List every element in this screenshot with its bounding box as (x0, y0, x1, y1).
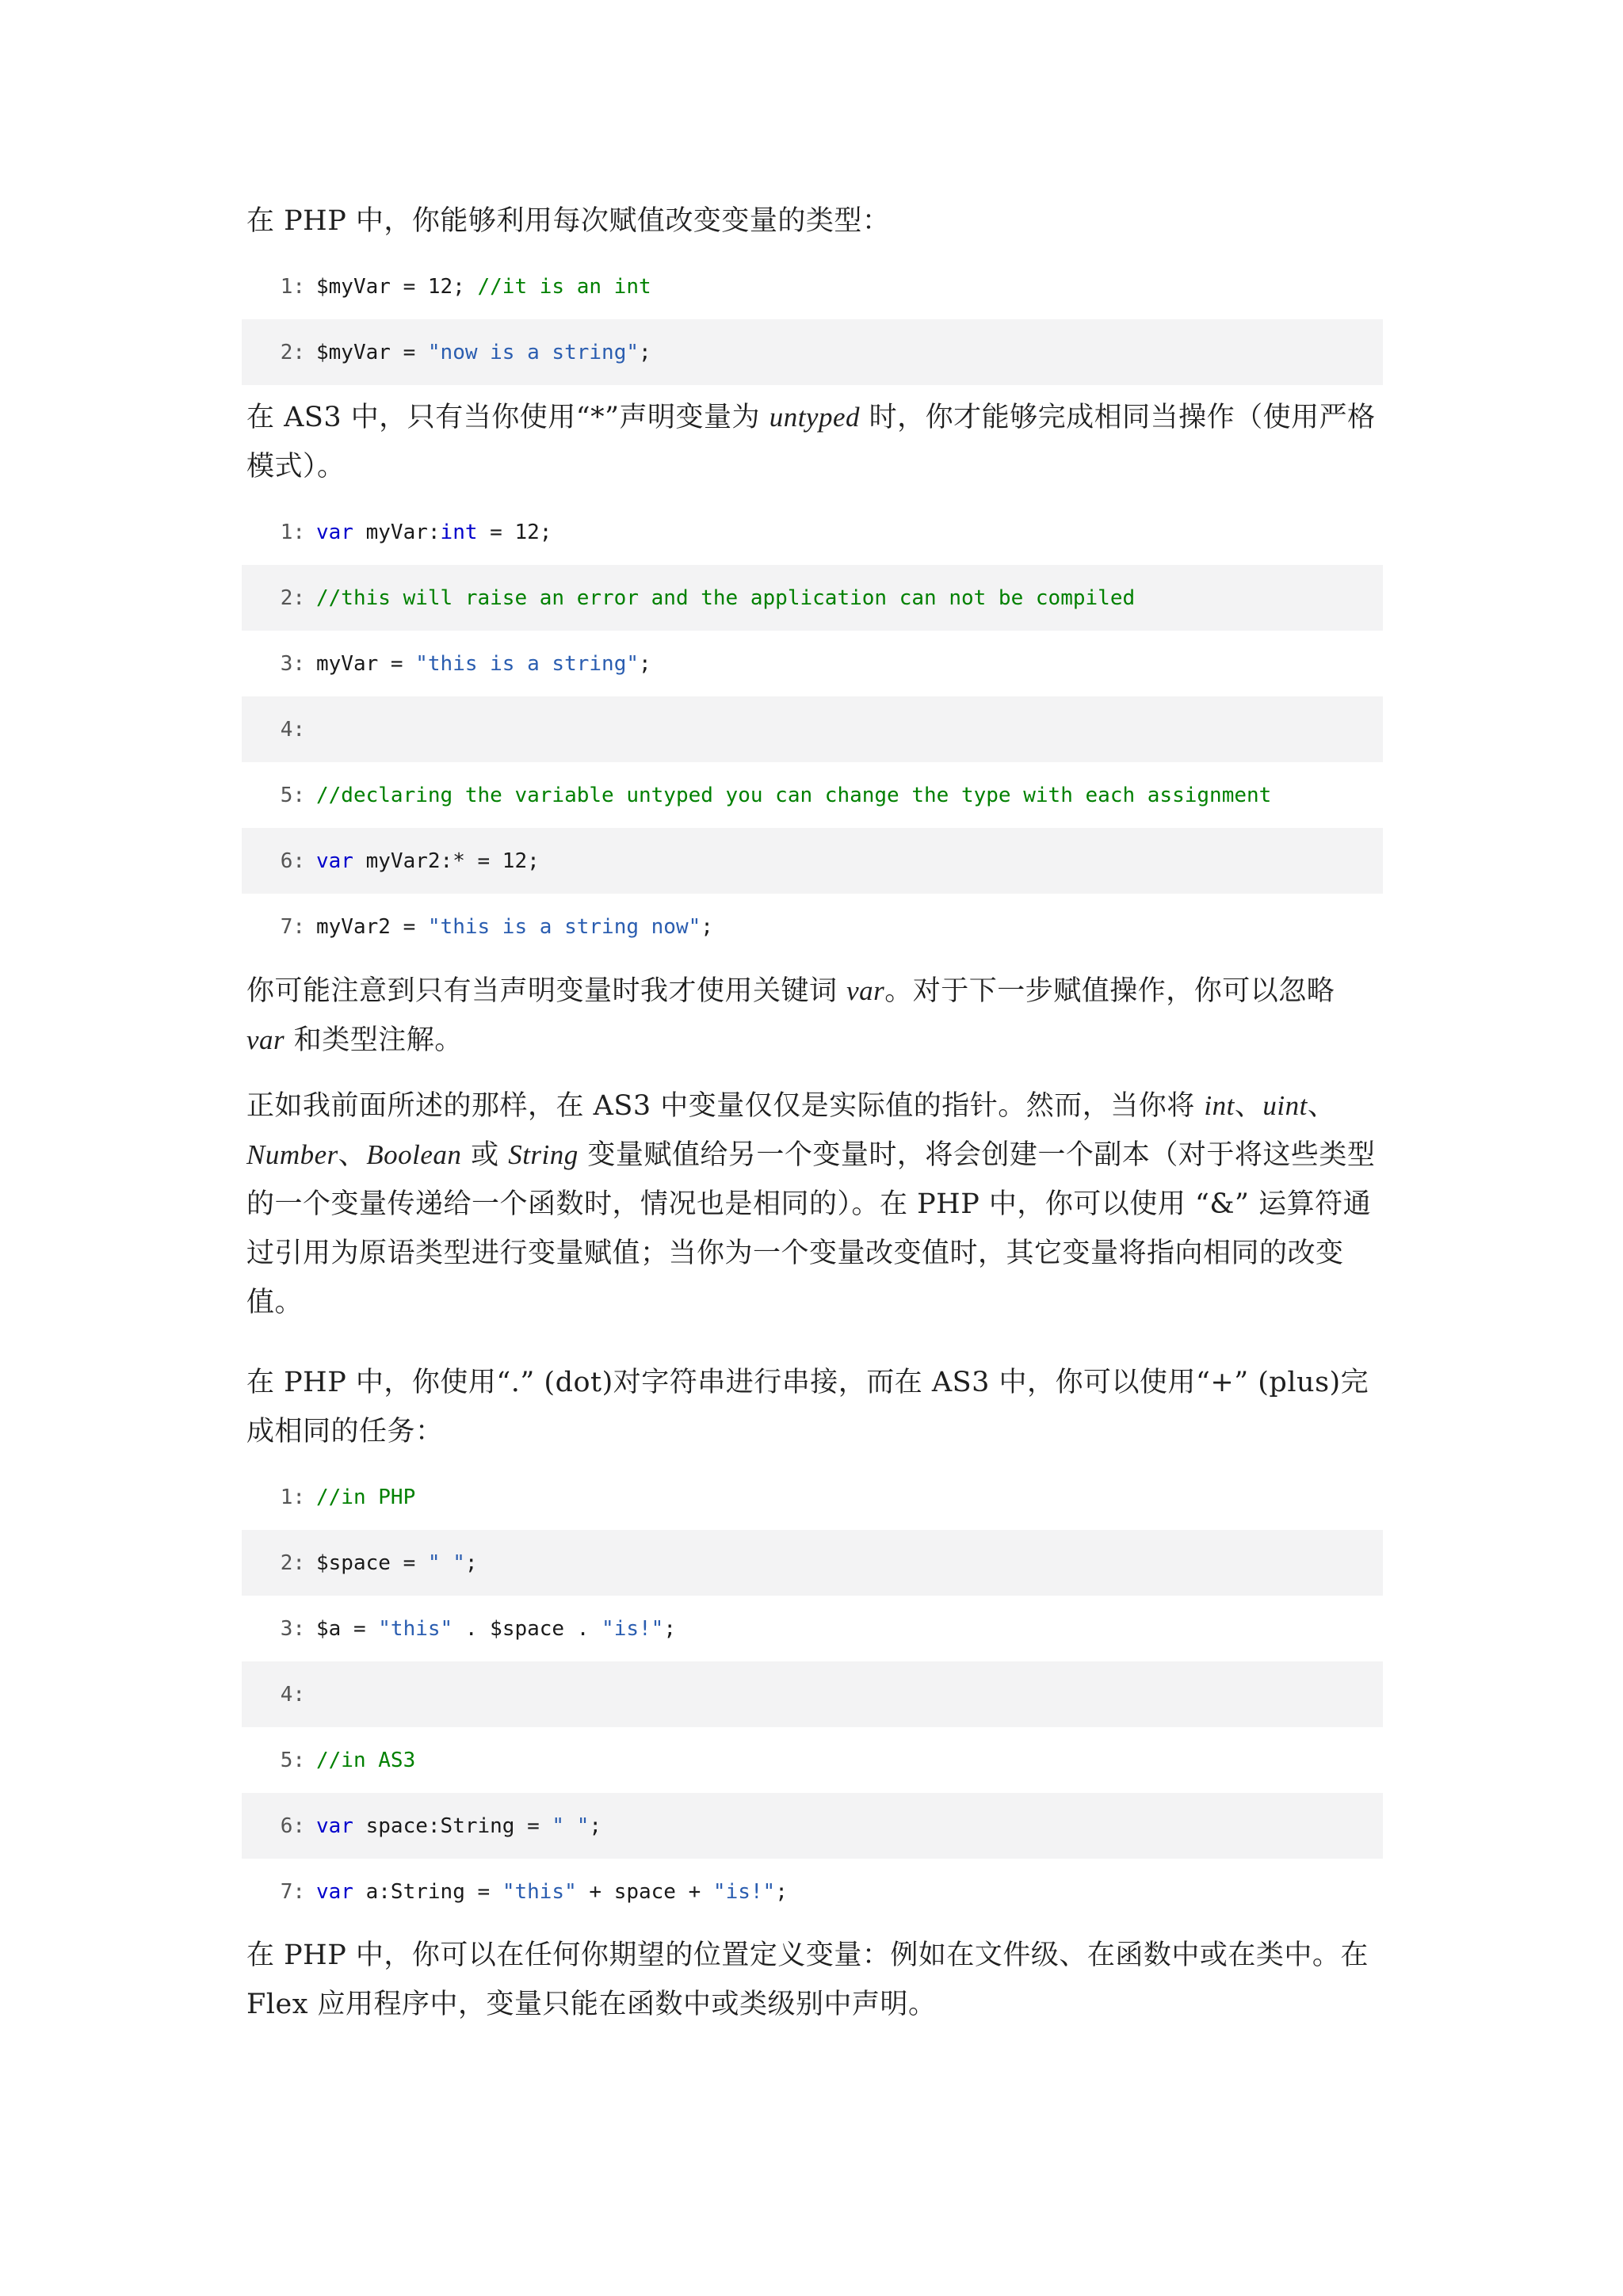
code-keyword: var (316, 849, 353, 873)
code-line (242, 1727, 1383, 1793)
code-keyword: var (316, 1814, 353, 1838)
code-text: a:String = (353, 1879, 502, 1904)
italic-term: String (508, 1139, 579, 1170)
line-number: 2: (280, 585, 305, 610)
code-text: ; (639, 340, 651, 364)
code-block-as3-vars (242, 499, 1383, 959)
code-text: $myVar = 12; (316, 274, 478, 299)
line-number: 3: (280, 651, 305, 676)
code-line (242, 894, 1383, 959)
code-line (242, 1661, 1383, 1727)
line-number: 2: (280, 340, 305, 364)
separator: 、 (1234, 1090, 1263, 1122)
paragraph-text: 和类型注解。 (285, 1024, 463, 1056)
line-number: 7: (280, 914, 305, 939)
italic-term: int (1204, 1090, 1235, 1121)
code-line (242, 319, 1383, 385)
separator: 、 (1307, 1090, 1336, 1122)
code-text: myVar: (353, 520, 441, 544)
italic-term: uint (1262, 1090, 1308, 1121)
paragraph-text: 你可能注意到只有当声明变量时我才使用关键词 (246, 975, 847, 1007)
code-line (242, 631, 1383, 696)
code-keyword: var (316, 520, 353, 544)
code-string: " " (552, 1814, 590, 1838)
line-number: 6: (280, 1814, 305, 1838)
code-text: ; (639, 651, 651, 676)
code-text: $space = (316, 1550, 428, 1575)
italic-term: Number (246, 1139, 338, 1170)
paragraph-pointer-semantics (246, 1081, 1380, 1327)
code-block-concat (242, 1464, 1383, 1924)
line-number: 1: (280, 1485, 305, 1509)
line-number: 5: (280, 783, 305, 807)
code-text: ; (701, 914, 713, 939)
paragraph-text: 。对于下一步赋值操作，你可以忽略 (884, 975, 1335, 1007)
code-line (242, 1464, 1383, 1530)
paragraph-text: 正如我前面所述的那样，在 AS3 中变量仅仅是实际值的指针。然而，当你将 (246, 1090, 1205, 1122)
code-line (242, 762, 1383, 828)
code-line (242, 1596, 1383, 1661)
paragraph-var-keyword (246, 967, 1380, 1065)
code-text: myVar = (316, 651, 416, 676)
paragraph-text: 在 PHP 中，你使用“.” (dot)对字符串进行串接，而在 AS3 中，你可以使用“+” (plus)完成相同的任务： (246, 1367, 1369, 1447)
code-keyword: int (440, 520, 478, 544)
line-number: 1: (280, 520, 305, 544)
code-line (242, 254, 1383, 319)
code-text: ; (464, 1550, 478, 1575)
line-number: 4: (280, 1682, 305, 1707)
paragraph-text: 在 PHP 中，你可以在任何你期望的位置定义变量：例如在文件级、在函数中或在类中。在 Flex 应用程序中，变量只能在函数中或类级别中声明。 (246, 1939, 1369, 2020)
separator: 或 (461, 1139, 509, 1171)
line-number: 7: (280, 1879, 305, 1904)
paragraph-text: 时，你才能够完成相同当操作（使用严格模式）。 (246, 402, 1376, 482)
code-text: ; (589, 1814, 602, 1838)
paragraph-text: 在 PHP 中，你能够利用每次赋值改变变量的类型： (246, 205, 891, 237)
code-string: "this is a string now" (427, 914, 701, 939)
paragraph-variable-scope (246, 1931, 1380, 2029)
italic-term: var (846, 975, 885, 1006)
line-number: 5: (280, 1748, 305, 1772)
code-text: $a = (316, 1616, 379, 1641)
code-text: = 12; (477, 520, 552, 544)
paragraph-as3-untyped (246, 393, 1380, 491)
code-keyword: var (316, 1879, 353, 1904)
line-number: 6: (280, 849, 305, 873)
code-string: "this" (502, 1879, 577, 1904)
paragraph-string-concat (246, 1358, 1380, 1456)
code-text: myVar2:* = 12; (353, 849, 540, 873)
code-line (242, 565, 1383, 631)
italic-term: Boolean (366, 1139, 462, 1170)
line-number: 2: (280, 1550, 305, 1575)
code-line (242, 828, 1383, 894)
code-string: "is!" (601, 1616, 664, 1641)
line-number: 3: (280, 1616, 305, 1641)
code-text: space:String = (353, 1814, 552, 1838)
code-string: " " (427, 1550, 465, 1575)
code-text: ; (663, 1616, 676, 1641)
paragraph-text: 变量赋值给另一个变量时，将会创建一个副本（对于将这些类型的一个变量传递给一个函数时，情况也是相同的）。在 PHP 中，你可以使用 “&” 运算符通过引用为原语类型进行变量赋值；当你为一个变量改变值时，其它变量将指向相同的改变值。 (246, 1139, 1376, 1318)
code-string: "this" (378, 1616, 453, 1641)
code-line (242, 1793, 1383, 1859)
italic-term: untyped (769, 402, 860, 433)
code-string: "this is a string" (415, 651, 639, 676)
code-string: "now is a string" (427, 340, 639, 364)
paragraph-php-type-change (246, 196, 1380, 246)
paragraph-text: 在 AS3 中，只有当你使用“*”声明变量为 (246, 402, 769, 433)
code-comment: //in PHP (316, 1485, 416, 1509)
separator: 、 (338, 1139, 367, 1171)
code-comment: //declaring the variable untyped you can change the type with each assignment (316, 783, 1272, 807)
code-line (242, 499, 1383, 565)
code-line (242, 696, 1383, 762)
italic-term: var (246, 1024, 285, 1055)
code-comment: //this will raise an error and the application can not be compiled (316, 585, 1136, 610)
code-text: + space + (576, 1879, 713, 1904)
code-string: "is!" (712, 1879, 776, 1904)
code-text: $myVar = (316, 340, 428, 364)
line-number: 1: (280, 274, 305, 299)
code-text: ; (775, 1879, 788, 1904)
code-comment: //in AS3 (316, 1748, 416, 1772)
code-block-php-vars (242, 254, 1383, 385)
line-number: 4: (280, 717, 305, 742)
code-text: . $space . (453, 1616, 602, 1641)
code-line (242, 1859, 1383, 1924)
code-line (242, 1530, 1383, 1596)
code-text: myVar2 = (316, 914, 428, 939)
code-comment: //it is an int (477, 274, 651, 299)
